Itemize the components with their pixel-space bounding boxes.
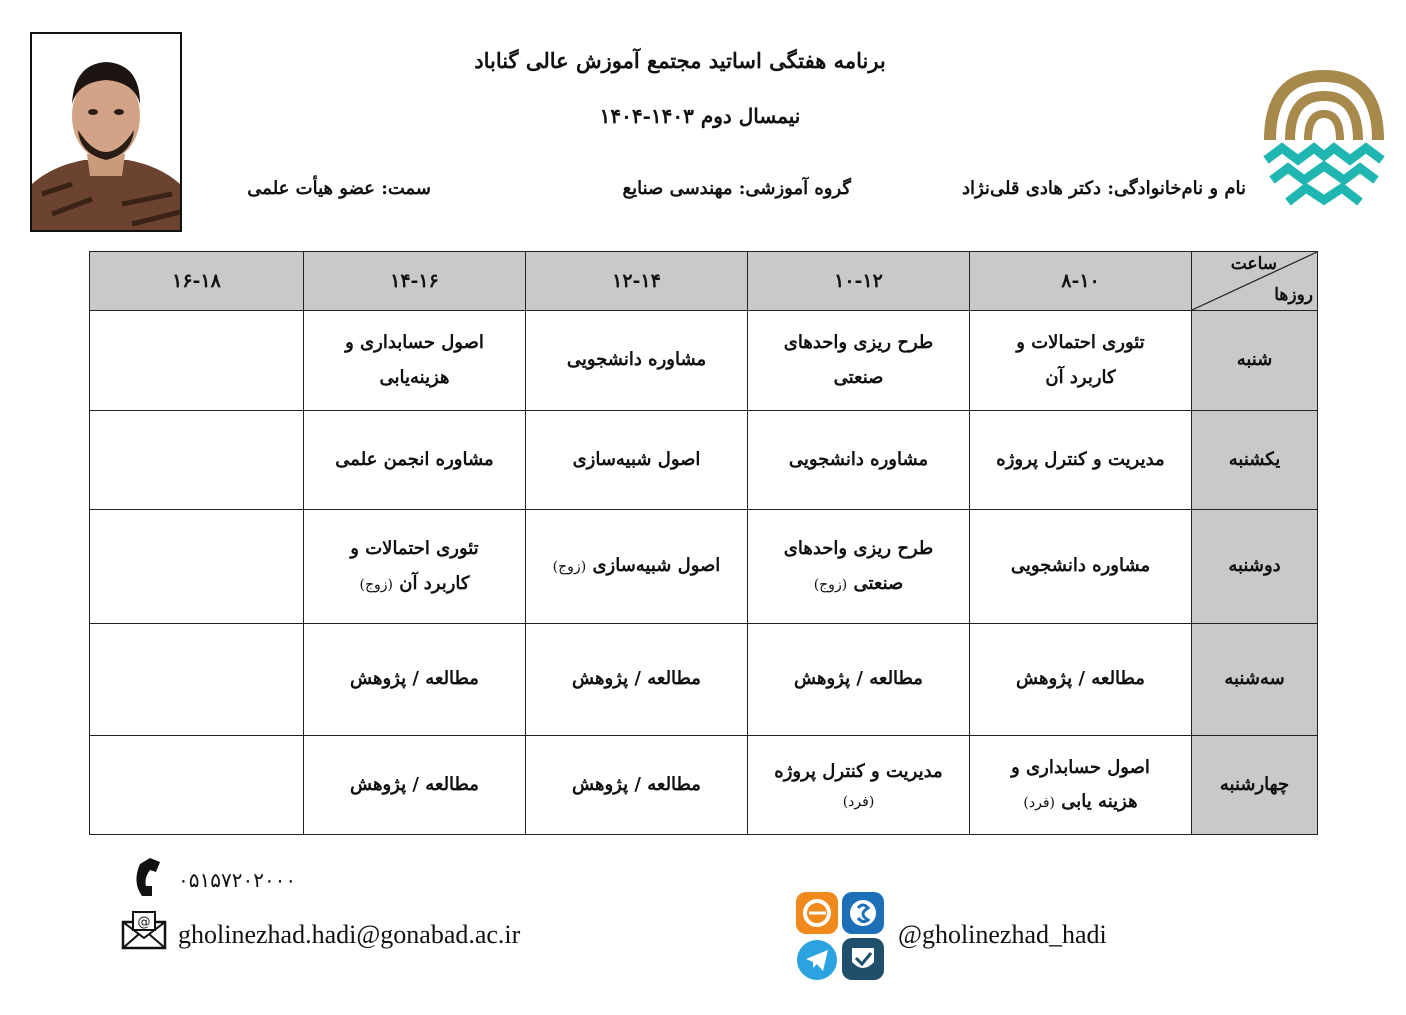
schedule-cell-empty	[90, 411, 304, 510]
schedule-cell: مدیریت و کنترل پروژه	[970, 411, 1192, 510]
social-apps-icons	[796, 890, 888, 982]
table-row	[90, 411, 1318, 510]
university-logo-icon	[1262, 68, 1386, 214]
telegram-icon[interactable]	[797, 940, 837, 980]
day-label: شنبه	[1192, 311, 1318, 411]
time-slot-header: ۱۰-۱۲	[748, 252, 970, 311]
department-label: گروه آموزشی: مهندسی صنایع	[622, 178, 851, 199]
table-row	[90, 624, 1318, 736]
weekly-schedule-table	[89, 251, 1318, 835]
day-label: یکشنبه	[1192, 411, 1318, 510]
schedule-cell: اصول شبیه‌سازی	[526, 411, 748, 510]
schedule-cell: مطالعه / پژوهش	[970, 624, 1192, 736]
instructor-name: نام و نام‌خانوادگی: دکتر هادی قلی‌نژاد	[961, 178, 1246, 199]
time-slot-header: ۱۴-۱۶	[304, 252, 526, 311]
schedule-cell: تئوری احتمالات و کاربرد آن	[970, 311, 1192, 411]
corner-hours-label: ساعت	[1230, 254, 1277, 274]
schedule-cell: مطالعه / پژوهش	[526, 624, 748, 736]
schedule-cell-empty	[90, 510, 304, 624]
schedule-cell: مشاوره انجمن علمی	[304, 411, 526, 510]
schedule-cell: اصول حسابداری و هزینه یابی (فرد)	[970, 736, 1192, 835]
semester-label: نیمسال دوم ۱۴۰۳-۱۴۰۴	[599, 104, 801, 128]
person-portrait-icon	[32, 34, 180, 230]
schedule-cell: مشاوره دانشجویی	[526, 311, 748, 411]
day-label: چهارشنبه	[1192, 736, 1318, 835]
table-row	[90, 311, 1318, 411]
schedule-cell: مشاوره دانشجویی	[970, 510, 1192, 624]
time-slot-header: ۱۶-۱۸	[90, 252, 304, 311]
schedule-cell: مطالعه / پژوهش	[526, 736, 748, 835]
schedule-cell-empty	[90, 736, 304, 835]
time-slot-header: ۸-۱۰	[970, 252, 1192, 311]
schedule-cell: تئوری احتمالات و کاربرد آن (زوج)	[304, 510, 526, 624]
header-row	[90, 252, 1318, 311]
schedule-cell: طرح ریزی واحدهای صنعتی (زوج)	[748, 510, 970, 624]
day-label: سه‌شنبه	[1192, 624, 1318, 736]
schedule-cell: مطالعه / پژوهش	[304, 736, 526, 835]
schedule-cell-empty	[90, 311, 304, 411]
schedule-cell: اصول حسابداری و هزینه‌یابی	[304, 311, 526, 411]
schedule-cell: طرح ریزی واحدهای صنعتی	[748, 311, 970, 411]
email-address[interactable]: gholinezhad.hadi@gonabad.ac.ir	[178, 920, 521, 949]
schedule-cell: مطالعه / پژوهش	[748, 624, 970, 736]
bale-icon[interactable]	[842, 938, 884, 980]
schedule-cell: اصول شبیه‌سازی (زوج)	[526, 510, 748, 624]
schedule-cell: مطالعه / پژوهش	[304, 624, 526, 736]
soroush-icon[interactable]	[842, 892, 884, 934]
profile-photo	[30, 32, 182, 232]
social-handle[interactable]: @gholinezhad_hadi	[898, 920, 1107, 949]
phone-icon	[128, 856, 162, 896]
eitaa-icon[interactable]	[796, 892, 838, 934]
schedule-cell: مدیریت و کنترل پروژه (فرد)	[748, 736, 970, 835]
schedule-cell-empty	[90, 624, 304, 736]
email-icon	[121, 910, 167, 950]
phone-number: ۰۵۱۵۷۲۰۲۰۰۰	[178, 868, 297, 892]
page-title: برنامه هفتگی اساتید مجتمع آموزش عالی گناباد	[474, 48, 886, 73]
table-row	[90, 736, 1318, 835]
schedule-cell: مشاوره دانشجویی	[748, 411, 970, 510]
table-row	[90, 510, 1318, 624]
svg-text:@: @	[137, 915, 151, 930]
corner-header-cell	[1192, 252, 1318, 311]
time-slot-header: ۱۲-۱۴	[526, 252, 748, 311]
position-label: سمت: عضو هیأت علمی	[247, 178, 431, 199]
day-label: دوشنبه	[1192, 510, 1318, 624]
corner-days-label: روزها	[1274, 285, 1313, 305]
